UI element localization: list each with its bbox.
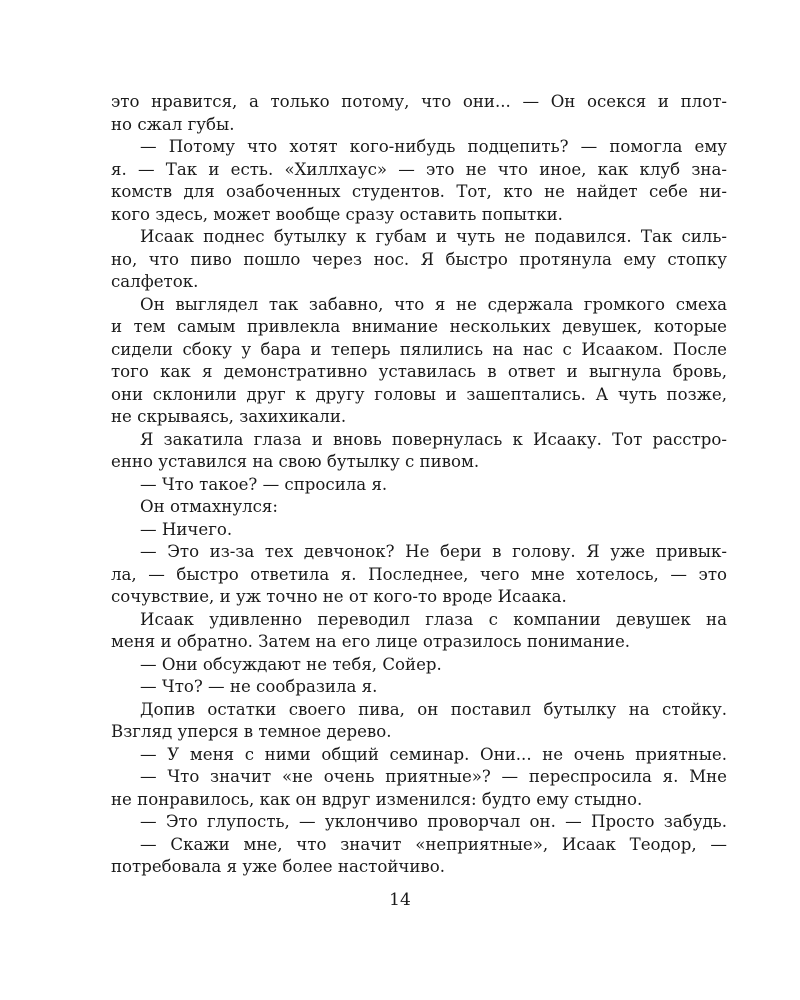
text-line: енно уставился на свою бутылку с пивом. — [111, 452, 480, 471]
page-number: 14 — [389, 890, 411, 910]
text-line: — Что? — не сообразила я. — [140, 677, 378, 696]
text-line: — Скажи мне, что значит «неприятные», Исаак Теодор, — — [140, 834, 727, 854]
text-line: но сжал губы. — [111, 114, 235, 134]
text-line: я. — Так и есть. «Хиллхаус» — это не что иное, как клуб зна- — [111, 159, 727, 179]
text-line: не понравилось, как он вдруг изменился: будто ему стыдно. — [111, 789, 643, 809]
text-line: — Ничего. — [140, 519, 233, 539]
text-line: — У меня с ними общий семинар. Они... не очень приятные. — [140, 744, 727, 764]
text-line: кого здесь, может вообще сразу оставить попытки. — [111, 204, 563, 224]
text-line: — Потому что хотят кого-нибудь подцепить? — помогла ему — [140, 137, 727, 156]
text-line: — Это из-за тех девчонок? Не бери в голову. Я уже привык- — [140, 542, 727, 561]
body-text — [111, 91, 727, 879]
text-line: Он отмахнулся: — [140, 497, 278, 516]
text-line: ла, — быстро ответила я. Последнее, чего мне хотелось, — это — [111, 564, 727, 584]
text-line: — Они обсуждают не тебя, Сойер. — [140, 654, 442, 674]
text-line: они склонили друг к другу головы и зашептались. А чуть позже, — [111, 384, 727, 404]
text-line: сидели сбоку у бара и теперь пялились на нас с Исааком. После — [111, 339, 727, 359]
text-line: — Что значит «не очень приятные»? — переспросила я. Мне — [140, 767, 727, 786]
text-line: это нравится, а только потому, что они... — Он осекся и плот- — [111, 92, 727, 111]
text-line: Он выглядел так забавно, что я не сдержала громкого смеха — [140, 294, 727, 314]
text-line: салфеток. — [111, 272, 199, 291]
text-line: меня и обратно. Затем на его лице отразилось понимание. — [111, 632, 631, 651]
text-line: сочувствие, и уж точно не от кого-то вроде Исаака. — [111, 587, 567, 606]
text-line: комств для озабоченных студентов. Тот, кто не найдет себе ни- — [111, 182, 727, 201]
text-line: Исаак поднес бутылку к губам и чуть не подавился. Так силь- — [140, 227, 727, 246]
text-line: но, что пиво пошло через нос. Я быстро протянула ему стопку — [111, 249, 727, 269]
text-line: потребовала я уже более настойчиво. — [111, 857, 446, 876]
text-line: и тем самым привлекла внимание нескольких девушек, которые — [111, 317, 727, 336]
text-line: Исаак удивленно переводил глаза с компании девушек на — [140, 609, 727, 629]
text-line: — Это глупость, — уклончиво проворчал он. — Просто забудь. — [140, 812, 727, 831]
text-line: того как я демонстративно уставилась в ответ и выгнула бровь, — [111, 362, 727, 381]
text-line: Допив остатки своего пива, он поставил бутылку на стойку. — [140, 699, 727, 719]
text-line: не скрываясь, захихикали. — [111, 407, 347, 426]
text-line: Я закатила глаза и вновь повернулась к Исааку. Тот расстро- — [140, 429, 727, 449]
text-line: — Что такое? — спросила я. — [140, 474, 388, 494]
text-line: Взгляд уперся в темное дерево. — [111, 722, 392, 741]
